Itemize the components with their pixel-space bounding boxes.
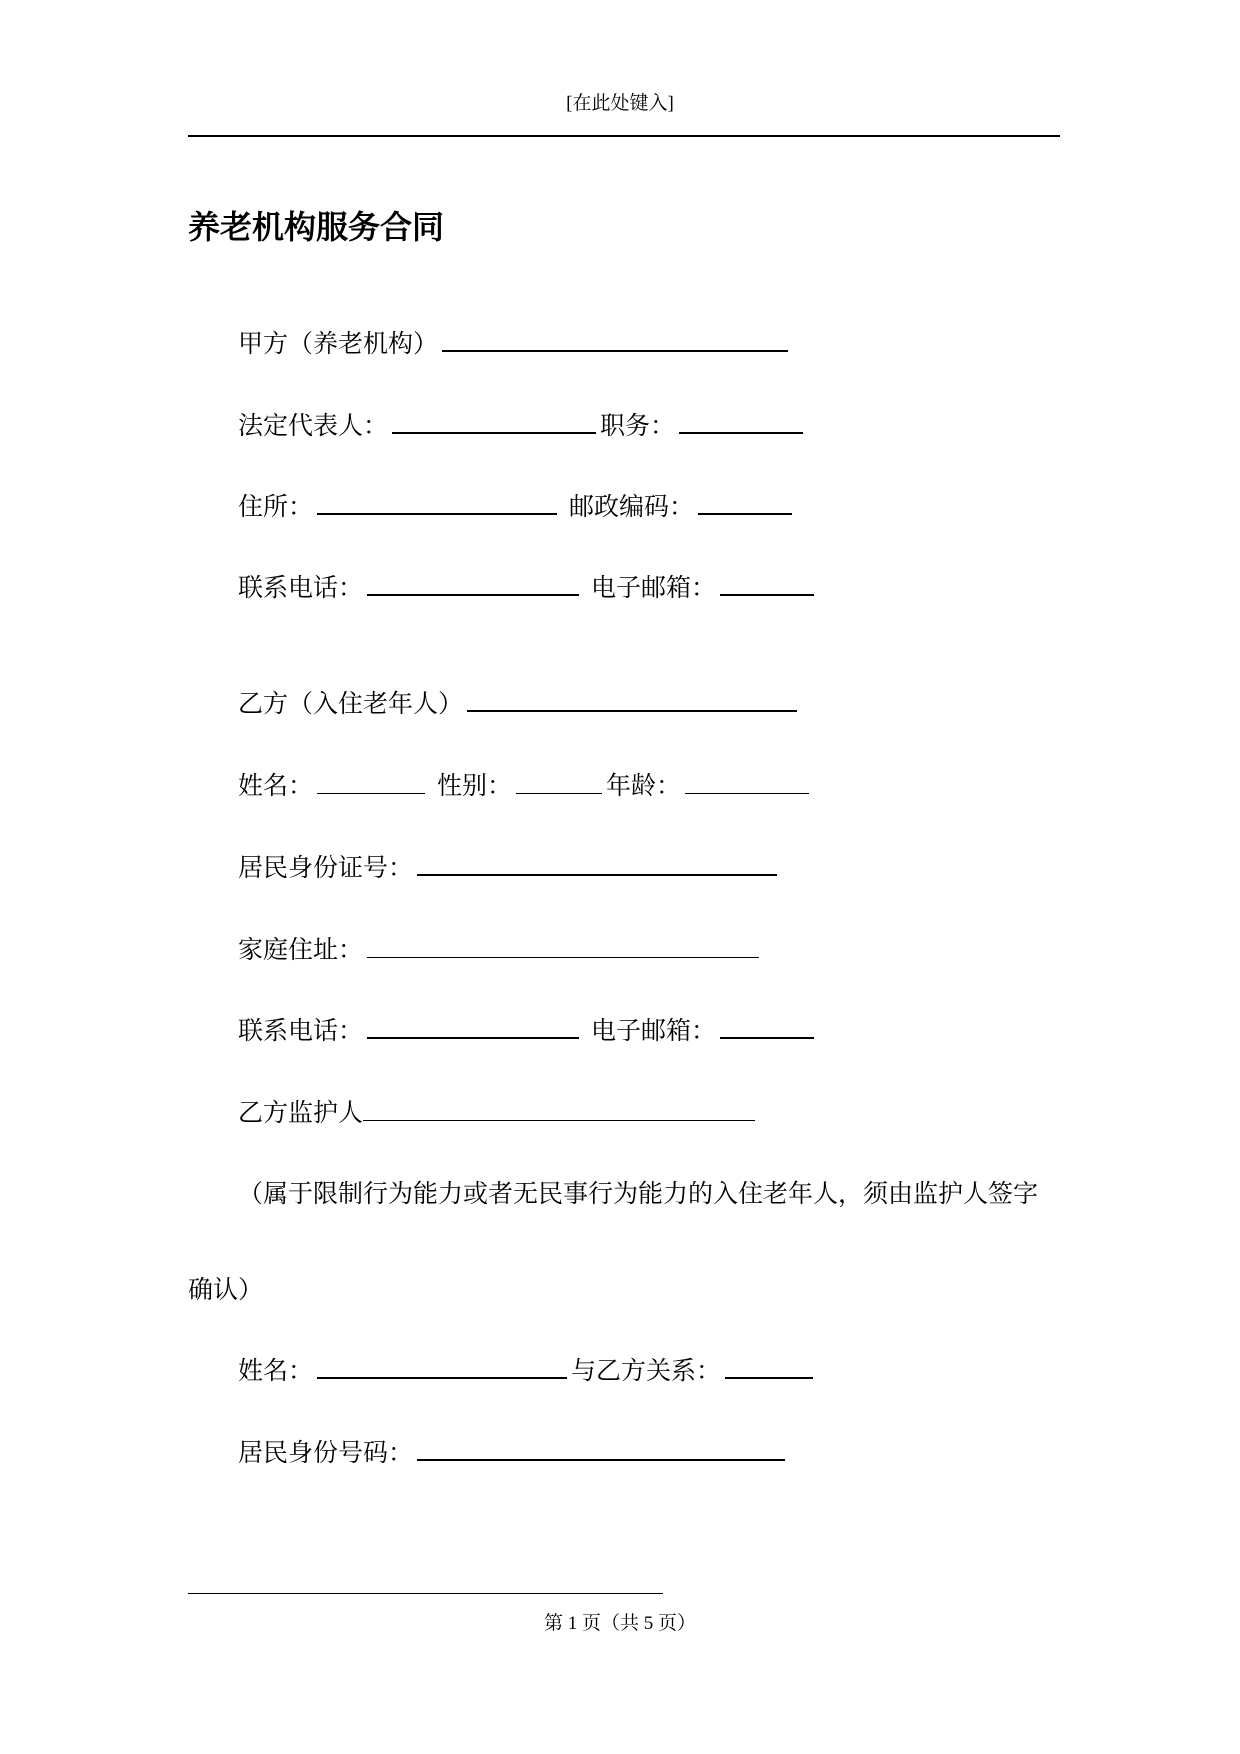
guardian-id-field[interactable] — [417, 1437, 785, 1461]
guardian-note-line1: （属于限制行为能力或者无民事行为能力的入住老年人，须由监护人签字 — [238, 1179, 1039, 1208]
guardian-heading: 乙方监护人 — [238, 1098, 364, 1127]
party-b-heading: 乙方（入住老年人） — [238, 689, 464, 718]
party-b-email-field[interactable] — [720, 1015, 814, 1039]
guardian-field[interactable] — [363, 1098, 755, 1121]
postcode-label: 邮政编码： — [568, 492, 694, 521]
header-divider — [188, 135, 1060, 137]
party-b-contact-line — [238, 1015, 818, 1047]
party-b-email-label: 电子邮箱： — [590, 1016, 716, 1045]
legal-rep-field[interactable] — [392, 410, 596, 434]
party-a-heading-line — [238, 328, 792, 360]
address-label: 住所： — [238, 492, 314, 521]
gender-field[interactable] — [516, 771, 602, 794]
guardian-heading-line — [238, 1097, 759, 1129]
age-field[interactable] — [685, 771, 809, 794]
address-field[interactable] — [317, 491, 557, 515]
home-address-line — [238, 934, 763, 966]
home-address-field[interactable] — [367, 935, 759, 958]
guardian-id-label: 居民身份号码： — [238, 1438, 414, 1467]
party-b-id-field[interactable] — [417, 852, 777, 876]
page-header: [在此处键入] — [566, 93, 674, 114]
party-a-contact-line — [238, 572, 818, 604]
relation-label: 与乙方关系： — [571, 1356, 722, 1385]
guardian-name-label: 姓名： — [238, 1356, 314, 1385]
party-b-name-field[interactable] — [467, 688, 797, 712]
legal-rep-label: 法定代表人： — [238, 411, 389, 440]
party-a-name-field[interactable] — [442, 328, 788, 352]
party-a-email-label: 电子邮箱： — [590, 573, 716, 602]
party-b-phone-field[interactable] — [367, 1015, 579, 1039]
address-line — [238, 491, 796, 523]
guardian-note-line2: 确认） — [188, 1275, 264, 1304]
party-b-phone-label: 联系电话： — [238, 1016, 364, 1045]
postcode-field[interactable] — [698, 491, 792, 515]
party-b-name-input[interactable] — [317, 771, 425, 794]
party-a-phone-field[interactable] — [367, 572, 579, 596]
party-b-name-label: 姓名： — [238, 771, 314, 800]
party-a-phone-label: 联系电话： — [238, 573, 364, 602]
party-b-heading-line — [238, 688, 801, 720]
page-number: 第 1 页（共 5 页） — [543, 1613, 696, 1634]
guardian-name-line — [238, 1355, 817, 1387]
guardian-id-line — [238, 1437, 789, 1469]
age-label: 年龄： — [605, 771, 681, 800]
home-address-label: 家庭住址： — [238, 935, 364, 964]
guardian-name-field[interactable] — [317, 1355, 567, 1379]
party-b-basic-line — [238, 770, 813, 802]
document-title: 养老机构服务合同 — [188, 208, 445, 246]
relation-field[interactable] — [725, 1355, 813, 1379]
footer-divider — [188, 1593, 663, 1594]
party-a-email-field[interactable] — [720, 572, 814, 596]
gender-label: 性别： — [436, 771, 512, 800]
legal-rep-line — [238, 410, 807, 442]
position-label: 职务： — [600, 411, 676, 440]
party-b-id-label: 居民身份证号： — [238, 853, 414, 882]
party-b-id-line — [238, 852, 781, 884]
party-a-heading: 甲方（养老机构） — [238, 329, 439, 358]
position-field[interactable] — [679, 410, 803, 434]
